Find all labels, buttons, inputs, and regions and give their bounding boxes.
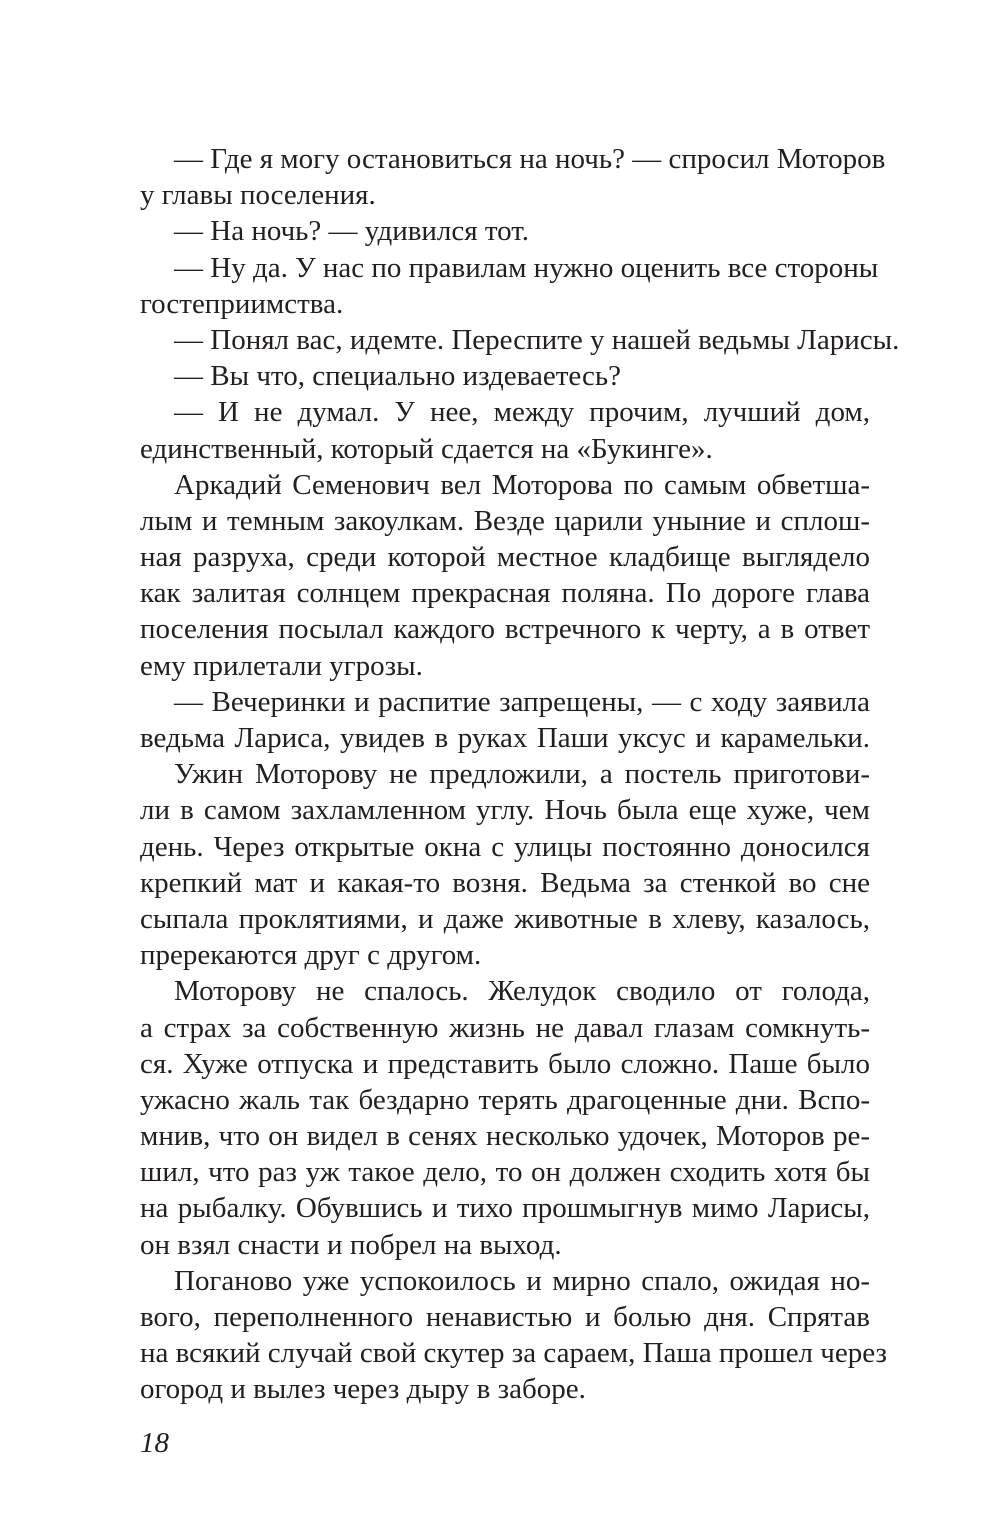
text-line: Ужин Моторову не предложили, а постель приготови- xyxy=(174,758,870,791)
text-line: день. Через открытые окна с улицы постоянно доносился xyxy=(140,830,870,863)
text-line: — Вы что, специально издеваетесь? xyxy=(174,360,621,393)
text-line: Поганово уже успокоилось и мирно спало, ожидая но- xyxy=(174,1264,870,1297)
text-line: крепкий мат и какая-то возня. Ведьма за стенкой во сне xyxy=(140,866,870,899)
text-line: поселения посылал каждого встречного к черту, а в ответ xyxy=(140,613,870,646)
text-line: — Вечеринки и распитие запрещены, — с ходу заявила xyxy=(174,685,870,718)
text-line: — Где я могу остановиться на ночь? — спросил Моторов xyxy=(174,143,886,175)
text-line: на всякий случай свой скутер за сараем, Паша прошел через xyxy=(140,1337,887,1370)
text-line: лым и темным закоулкам. Везде царили уныние и сплош- xyxy=(140,504,870,537)
text-line: гостеприимства. xyxy=(140,287,344,320)
page-number: 18 xyxy=(140,1427,169,1459)
text-line: ему прилетали угрозы. xyxy=(140,649,423,682)
text-line: ведьма Лариса, увидев в руках Паши уксус и карамельки. xyxy=(140,722,870,754)
text-line: мнив, что он видел в сенях несколько удочек, Моторов ре- xyxy=(140,1120,870,1153)
page-body-text xyxy=(140,141,900,1408)
text-line: огород и вылез через дыру в заборе. xyxy=(140,1373,586,1406)
text-line: Аркадий Семенович вел Моторова по самым обветша- xyxy=(174,468,870,501)
text-line: у главы поселения. xyxy=(140,179,376,212)
text-line: единственный, который сдается на «Букинге». xyxy=(140,432,713,465)
text-line: пререкаются друг с другом. xyxy=(140,939,482,972)
text-line: вого, переполненного ненавистью и болью дня. Спрятав xyxy=(140,1301,870,1333)
text-line: ся. Хуже отпуска и представить было сложно. Паше было xyxy=(140,1047,870,1080)
text-line: он взял снасти и побрел на выход. xyxy=(140,1228,562,1261)
text-line: шил, что раз уж такое дело, то он должен сходить хотя бы xyxy=(140,1156,870,1189)
text-line: — И не думал. У нее, между прочим, лучший дом, xyxy=(174,396,870,429)
text-line: как залитая солнцем прекрасная поляна. По дороге глава xyxy=(140,577,870,610)
text-line: а страх за собственную жизнь не давал глазам сомкнуть- xyxy=(140,1011,870,1044)
text-line: — Понял вас, идемте. Переспите у нашей ведьмы Ларисы. xyxy=(174,323,900,356)
text-line: ная разруха, среди которой местное кладбище выглядело xyxy=(140,541,870,574)
text-line: — Ну да. У нас по правилам нужно оценить все стороны xyxy=(174,251,879,284)
text-line: — На ночь? — удивился тот. xyxy=(174,215,530,248)
text-line: ли в самом захламленном углу. Ночь была еще хуже, чем xyxy=(140,794,870,827)
text-line: сыпала проклятиями, и даже животные в хлеву, казалось, xyxy=(140,902,870,935)
text-line: ужасно жаль так бездарно терять драгоценные дни. Вспо- xyxy=(140,1083,870,1116)
text-line: на рыбалку. Обувшись и тихо прошмыгнув мимо Ларисы, xyxy=(140,1192,870,1225)
text-line: Моторову не спалось. Желудок сводило от голода, xyxy=(174,975,870,1008)
